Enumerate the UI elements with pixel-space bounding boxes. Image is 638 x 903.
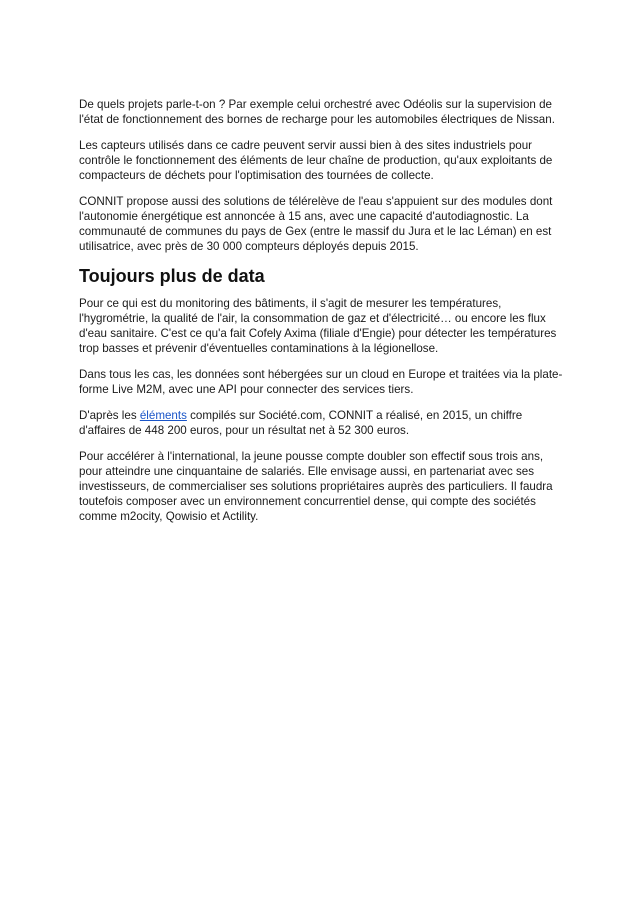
section-heading: Toujours plus de data: [79, 266, 265, 286]
paragraph-revenue: [79, 408, 563, 438]
article-body: [79, 97, 563, 535]
paragraph-international: Pour accélérer à l'international, la jeune pousse compte doubler son effectif sous trois ans, pour atteindre une cinquantaine de salariés. Elle envisage aussi, en partenariat avec ses investisseurs, de commercialiser ses solutions propriétaires auprès des particuliers. Il faudra toutefois composer avec un environnement concurrentiel dense, qui compte des sociétés comme m2ocity, Qowisio et Actility.: [79, 450, 553, 523]
revenue-text-before: D'après les: [79, 409, 140, 422]
paragraph-cloud-hosting: Dans tous les cas, les données sont hébergées sur un cloud en Europe et traitées via la plate-forme Live M2M, avec une API pour connecter des services tiers.: [79, 368, 563, 396]
revenue-text-after: compilés sur Société.com, CONNIT a réalisé, en 2015, un chiffre d'affaires de 448 200 euros, pour un résultat net à 52 300 euros.: [79, 409, 523, 437]
paragraph-sensors: Les capteurs utilisés dans ce cadre peuvent servir aussi bien à des sites industriels pour contrôle le fonctionnement des éléments de leur chaîne de production, qu'aux exploitants de compacteurs de déchets pour l'optimisation des tournées de collecte.: [79, 139, 553, 182]
paragraph-building-monitoring: Pour ce qui est du monitoring des bâtiments, il s'agit de mesurer les températures, l'hygrométrie, la qualité de l'air, la consommation de gaz et d'électricité… ou encore les flux d'eau sanitaire. C'est ce qu'a fait Cofely Axima (filiale d'Engie) pour détecter les températures trop basses et prévenir d'éventuelles contaminations à la légionellose.: [79, 297, 557, 355]
paragraph-water-telemetry: CONNIT propose aussi des solutions de télérelève de l'eau s'appuient sur des modules dont l'autonomie énergétique est annoncée à 15 ans, avec une capacité d'autodiagnostic. La communauté de communes du pays de Gex (entre le massif du Jura et le lac Léman) en est utilisatrice, avec près de 30 000 compteurs déployés depuis 2015.: [79, 195, 553, 253]
elements-link[interactable]: éléments: [139, 409, 187, 422]
paragraph-projects: De quels projets parle-t-on ? Par exemple celui orchestré avec Odéolis sur la supervision de l'état de fonctionnement des bornes de recharge pour les automobiles électriques de Nissan.: [79, 98, 555, 126]
